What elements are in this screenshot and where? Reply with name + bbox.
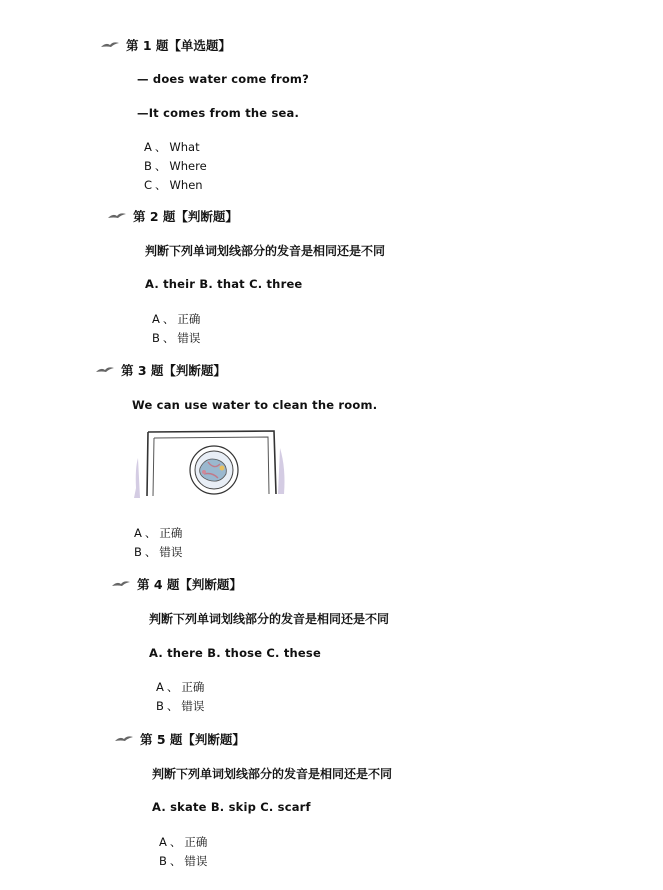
option-text: Where (169, 159, 207, 173)
question-5-header (115, 730, 245, 748)
option-text: What (169, 140, 200, 154)
option-text: 错误 (159, 545, 183, 559)
option-text: 错误 (184, 854, 208, 868)
option-separator: 、 (162, 312, 175, 326)
option-a[interactable] (144, 138, 207, 157)
option-key: B (134, 545, 142, 559)
option-key: C (144, 178, 153, 192)
option-key: B (159, 854, 167, 868)
bird-bullet-icon (108, 212, 126, 220)
option-separator: 、 (169, 854, 182, 868)
question-5-line-2: A. skate B. skip C. scarf (152, 800, 311, 814)
option-key: A (134, 526, 142, 540)
question-5-title: 第 5 题【判断题】 (140, 732, 245, 747)
question-2-options (152, 310, 200, 348)
question-4-line-2: A. there B. those C. these (149, 646, 321, 660)
question-4-options (156, 678, 204, 716)
option-b[interactable] (159, 852, 207, 871)
option-text: 错误 (177, 331, 201, 345)
option-b[interactable] (156, 697, 204, 716)
option-separator: 、 (162, 331, 175, 345)
question-3-title: 第 3 题【判断题】 (121, 363, 226, 378)
option-text: When (169, 178, 203, 192)
option-a[interactable] (134, 524, 182, 543)
question-2-title: 第 2 题【判断题】 (133, 209, 238, 224)
question-1-line-1: — does water come from? (137, 72, 309, 86)
option-b[interactable] (152, 329, 200, 348)
question-5-options (159, 833, 207, 871)
option-c[interactable] (144, 176, 207, 195)
window-illustration (134, 428, 286, 498)
option-b[interactable] (144, 157, 207, 176)
bird-bullet-icon (115, 735, 133, 743)
question-1-header (101, 36, 231, 54)
option-b[interactable] (134, 543, 182, 562)
option-text: 错误 (181, 699, 205, 713)
option-separator: 、 (144, 545, 157, 559)
option-key: B (152, 331, 160, 345)
question-3-options (134, 524, 182, 562)
option-text: 正确 (159, 526, 183, 540)
question-2-line-2: A. their B. that C. three (145, 277, 303, 291)
option-text: 正确 (184, 835, 208, 849)
option-key: A (152, 312, 160, 326)
question-4-title: 第 4 题【判断题】 (137, 577, 242, 592)
question-1-options (144, 138, 207, 195)
option-key: A (156, 680, 164, 694)
option-key: B (156, 699, 164, 713)
option-separator: 、 (166, 699, 179, 713)
option-separator: 、 (155, 178, 167, 192)
question-2-header (108, 207, 238, 225)
question-5-line-1: 判断下列单词划线部分的发音是相同还是不同 (152, 767, 393, 781)
option-key: A (159, 835, 167, 849)
option-a[interactable] (152, 310, 200, 329)
option-a[interactable] (159, 833, 207, 852)
option-separator: 、 (154, 140, 167, 154)
option-key: A (144, 140, 152, 154)
question-3-line-1: We can use water to clean the room. (132, 398, 378, 412)
option-separator: 、 (144, 526, 157, 540)
option-separator: 、 (169, 835, 182, 849)
option-text: 正确 (177, 312, 201, 326)
question-1-line-2: —It comes from the sea. (137, 106, 300, 120)
option-key: B (144, 159, 152, 173)
option-separator: 、 (166, 680, 179, 694)
bird-bullet-icon (96, 366, 114, 374)
question-4-line-1: 判断下列单词划线部分的发音是相同还是不同 (149, 612, 390, 626)
question-1-title: 第 1 题【单选题】 (126, 38, 231, 53)
question-3-header (96, 361, 226, 379)
bird-bullet-icon (101, 41, 119, 49)
option-text: 正确 (181, 680, 205, 694)
option-separator: 、 (154, 159, 167, 173)
option-a[interactable] (156, 678, 204, 697)
question-4-header (112, 575, 242, 593)
question-2-line-1: 判断下列单词划线部分的发音是相同还是不同 (145, 244, 386, 258)
bird-bullet-icon (112, 580, 130, 588)
